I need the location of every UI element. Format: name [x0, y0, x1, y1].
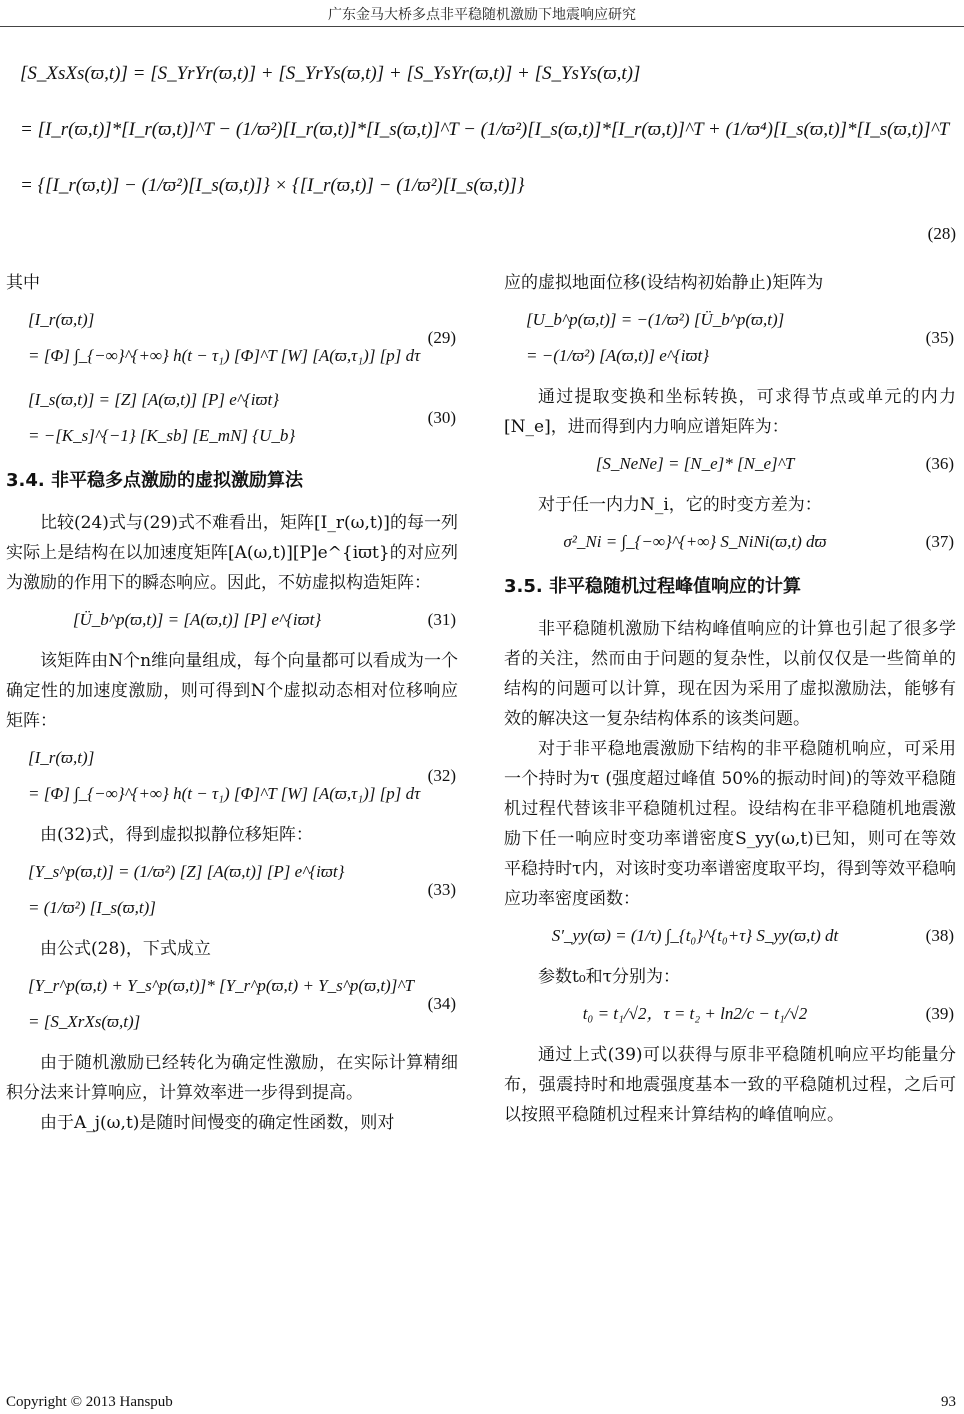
page-number: 93: [941, 1394, 956, 1410]
paragraph: 该矩阵由N个n维向量组成，每个向量都可以看成为一个确定性的加速度激励，则可得到N个虚拟动态相对位移响应矩阵：: [6, 651, 458, 731]
equation-33: [6, 854, 458, 926]
eq35-number: (35): [925, 328, 954, 347]
eq35-line1: [U_b^p(ϖ,t)] = −(1/ϖ²) [Ü_b^p(ϖ,t)]: [526, 310, 785, 329]
copyright: Copyright © 2013 Hanspub: [6, 1394, 173, 1410]
equation-30: [6, 382, 458, 454]
equation-29: [6, 302, 458, 374]
equation-36: [504, 446, 956, 482]
eq31-number: (31): [427, 610, 456, 629]
equation-35: [504, 302, 956, 374]
paragraph: 非平稳随机激励下结构峰值响应的计算也引起了很多学者的关注，然而由于问题的复杂性，以前仅仅是一些简单的结构的问题可以计算，现在因为采用了虚拟激励法，能够有效的解决这一复杂结构体系的该类问题。: [504, 619, 956, 729]
eq34-number: (34): [427, 994, 456, 1013]
eq28-line1: [S_XsXs(ϖ,t)] = [S_YrYr(ϖ,t)] + [S_YrYs(ϖ,t)] + [S_YsYr(ϖ,t)] + [S_YsYs(ϖ,t)]: [20, 63, 641, 84]
paragraph: 通过上式(39)可以获得与原非平稳随机响应平均能量分布，强震持时和地震强度基本一致的平稳随机过程，之后可以按照平稳随机过程来计算结构的峰值响应。: [504, 1045, 956, 1125]
section-3-4-title: 3.4. 非平稳多点激励的虚拟激励算法: [6, 470, 303, 491]
paragraph: 对于任一内力N_i，它的时变方差为：: [538, 495, 822, 515]
eq32-line1: [I_r(ϖ,t)]: [28, 748, 95, 767]
eq28-line3: = {[I_r(ϖ,t)] − (1/ϖ²)[I_s(ϖ,t)]} × {[I_r(ϖ,t)] − (1/ϖ²)[I_s(ϖ,t)]}: [20, 175, 525, 196]
paragraph: 参数t₀和τ分别为：: [538, 967, 681, 987]
intro-text: 其中: [6, 273, 40, 293]
paragraph: 对于非平稳地震激励下结构的非平稳随机响应，可采用一个持时为τ (强度超过峰值 50%的振动时间)的等效平稳随机过程代替该非平稳随机过程。设结构在非平稳随机地震激励下任一响应时变功率谱密度S_yy(ω,t)已知，则可在等效平稳持时τ内，对该时变功率谱密度取平均，得到等效平稳响应功率密度函数：: [504, 739, 956, 909]
paragraph: 比较(24)式与(29)式不难看出，矩阵[I_r(ω,t)]的每一列实际上是结构在以加速度矩阵[A(ω,t)][P]e^{iϖt}的对应列为激励的作用下的瞬态响应。因此，不妨虚拟构造矩阵：: [6, 513, 458, 593]
left-column: [6, 268, 458, 1138]
equation-39: [504, 996, 956, 1032]
eq33-line1: [Y_s^p(ϖ,t)] = (1/ϖ²) [Z] [A(ϖ,t)] [P] e^{iϖt}: [28, 862, 345, 881]
eq37-line1: σ²_Ni = ∫_{−∞}^{+∞} S_NiNi(ϖ,t) dϖ: [563, 532, 827, 551]
eq30-number: (30): [427, 408, 456, 427]
paragraph: 应的虚拟地面位移(设结构初始静止)矩阵为: [504, 273, 824, 293]
eq38-number: (38): [925, 926, 954, 945]
equation-37: [504, 524, 956, 560]
paragraph: 由于A_j(ω,t)是随时间慢变的确定性函数，则对: [40, 1113, 395, 1133]
eq28-number: (28): [927, 224, 956, 243]
eq39-number: (39): [925, 1004, 954, 1023]
eq34-line1: [Y_r^p(ϖ,t) + Y_s^p(ϖ,t)]* [Y_r^p(ϖ,t) + Y_s^p(ϖ,t)]^T: [28, 976, 414, 995]
section-3-5-title: 3.5. 非平稳随机过程峰值响应的计算: [504, 576, 801, 597]
eq34-line2: = [S_XrXs(ϖ,t)]: [28, 1012, 141, 1031]
right-column: [504, 268, 956, 1130]
eq32-number: (32): [427, 766, 456, 785]
eq36-number: (36): [925, 454, 954, 473]
equation-32: [6, 740, 458, 812]
eq29-line2: = [Φ] ∫_{−∞}^{+∞} h(t − τ₁) [Φ]^T [W] [A(ϖ,τ₁)] [p] dτ: [28, 346, 421, 365]
eq33-number: (33): [427, 880, 456, 899]
equation-31: [6, 602, 458, 638]
eq31-line1: [Ü_b^p(ϖ,t)] = [A(ϖ,t)] [P] e^{iϖt}: [72, 610, 322, 629]
eq28-line2: = [I_r(ϖ,t)]*[I_r(ϖ,t)]^T − (1/ϖ²)[I_r(ϖ,t)]*[I_s(ϖ,t)]^T − (1/ϖ²)[I_s(ϖ,t)]*[I_r(ϖ,t)]^T + (1/ϖ⁴)[I_s(ϖ,t)]*[I_s(ϖ,t)]^T: [20, 119, 950, 140]
running-title: 广东金马大桥多点非平稳随机激励下地震响应研究: [328, 7, 636, 23]
eq29-line1: [I_r(ϖ,t)]: [28, 310, 95, 329]
equation-38: [504, 918, 956, 954]
equation-28: [8, 46, 958, 243]
paragraph: 通过提取变换和坐标转换，可求得节点或单元的内力[N_e]，进而得到内力响应谱矩阵为：: [504, 387, 956, 437]
eq30-line2: = −[K_s]^{−1} [K_sb] [E_mN] {U_b}: [28, 426, 296, 445]
paragraph: 由于随机激励已经转化为确定性激励，在实际计算精细积分法来计算响应，计算效率进一步得到提高。: [6, 1053, 458, 1103]
eq33-line2: = (1/ϖ²) [I_s(ϖ,t)]: [28, 898, 156, 917]
eq38-line1: S′_yy(ϖ) = (1/τ) ∫_{t₀}^{t₀+τ} S_yy(ϖ,t) dt: [551, 926, 839, 945]
eq32-line2: = [Φ] ∫_{−∞}^{+∞} h(t − τ₁) [Φ]^T [W] [A(ϖ,τ₁)] [p] dτ: [28, 784, 421, 803]
eq36-line1: [S_NeNe] = [N_e]* [N_e]^T: [595, 454, 795, 473]
eq30-line1: [I_s(ϖ,t)] = [Z] [A(ϖ,t)] [P] e^{iϖt}: [28, 390, 280, 409]
paragraph: 由公式(28)，下式成立: [40, 939, 211, 959]
paragraph: 由(32)式，得到虚拟拟静位移矩阵：: [40, 825, 313, 845]
header-rule: [0, 26, 964, 27]
eq29-number: (29): [427, 328, 456, 347]
eq39-line1: t₀ = t₁/√2，τ = t₂ + ln2/c − t₁/√2: [582, 1004, 808, 1023]
eq35-line2: = −(1/ϖ²) [A(ϖ,t)] e^{iϖt}: [526, 346, 710, 365]
equation-34: [6, 968, 458, 1040]
eq37-number: (37): [925, 532, 954, 551]
